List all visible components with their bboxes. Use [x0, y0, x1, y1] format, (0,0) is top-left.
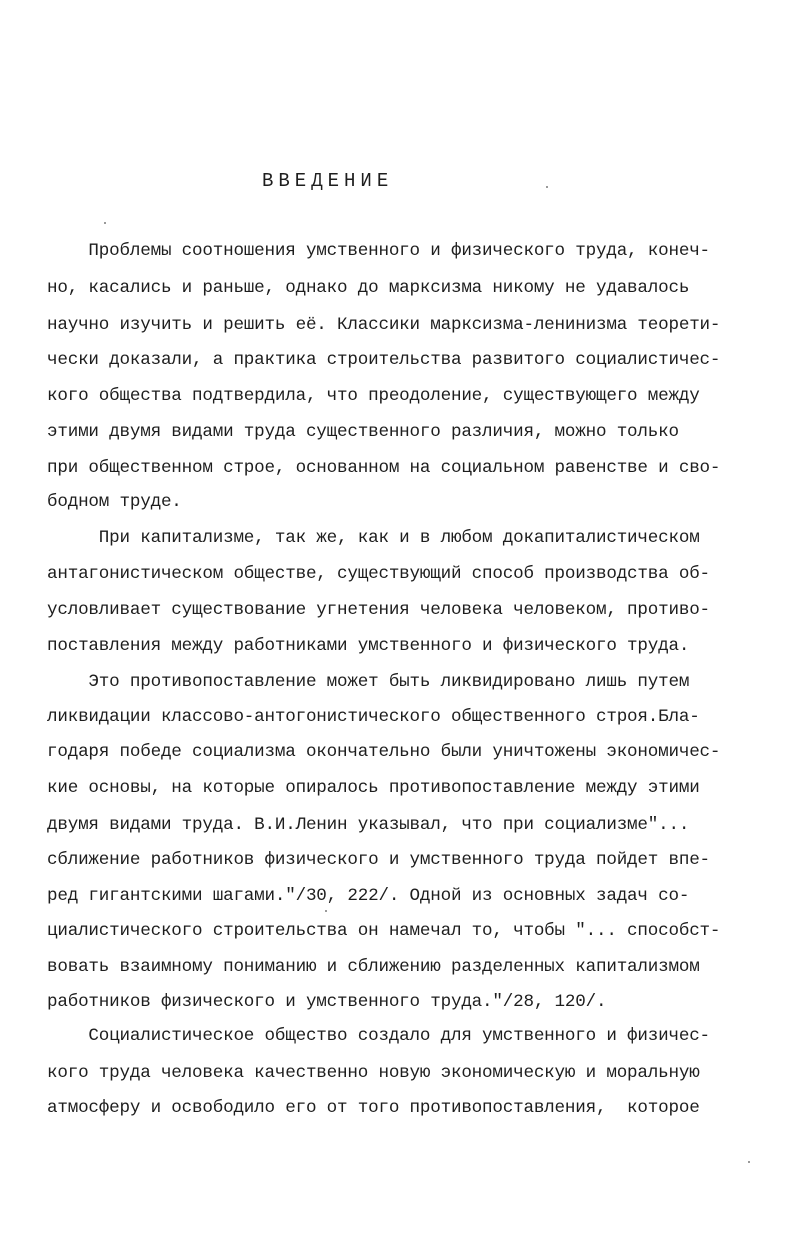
text-line: Проблемы соотношения умственного и физического труда, конеч-: [47, 241, 710, 261]
text-line: кого общества подтвердила, что преодоление, существующего между: [47, 386, 700, 406]
text-line: но, касались и раньше, однако до марксизма никому не удавалось: [47, 278, 690, 298]
scan-speck: [546, 186, 548, 188]
text-line: атмосферу и освободило его от того противопоставления, которое: [47, 1098, 700, 1118]
text-line: кие основы, на которые опиралось противопоставление между этими: [47, 778, 700, 798]
text-line: работников физического и умственного труда."/28, 120/.: [47, 992, 607, 1012]
text-line: чески доказали, а практика строительства развитого социалистичес-: [47, 350, 721, 370]
text-line: При капитализме, так же, как и в любом докапиталистическом: [47, 528, 700, 548]
text-line: годаря победе социализма окончательно были уничтожены экономичес-: [47, 742, 721, 762]
text-line: Это противопоставление может быть ликвидировано лишь путем: [47, 672, 690, 692]
text-line: условливает существование угнетения человека человеком, противо-: [47, 600, 710, 620]
text-line: этими двумя видами труда существенного различия, можно только: [47, 422, 679, 442]
document-title: ВВЕДЕНИЕ: [262, 170, 394, 192]
text-line: кого труда человека качественно новую экономическую и моральную: [47, 1063, 700, 1083]
text-line: Социалистическое общество создало для умственного и физичес-: [47, 1026, 710, 1046]
text-line: ликвидации классово-антогонистического общественного строя.Бла-: [47, 707, 700, 727]
text-line: сближение работников физического и умственного труда пойдет впе-: [47, 850, 710, 870]
text-line: циалистического строительства он намечал то, чтобы "... способст-: [47, 921, 721, 941]
scan-speck: [104, 222, 106, 224]
text-line: поставления между работниками умственного и физического труда.: [47, 636, 690, 656]
text-line: научно изучить и решить её. Классики марксизма-ленинизма теорети-: [47, 315, 721, 335]
scan-speck: [748, 1161, 750, 1163]
text-line: антагонистическом обществе, существующий способ производства об-: [47, 564, 710, 584]
text-line: ред гигантскими шагами."/30, 222/. Одной из основных задач со-: [47, 886, 690, 906]
scan-speck: [325, 910, 327, 912]
text-line: вовать взаимному пониманию и сближению разделенных капитализмом: [47, 957, 700, 977]
text-line: при общественном строе, основанном на социальном равенстве и сво-: [47, 458, 721, 478]
text-line: бодном труде.: [47, 492, 182, 512]
text-line: двумя видами труда. В.И.Ленин указывал, что при социализме"...: [47, 815, 690, 835]
